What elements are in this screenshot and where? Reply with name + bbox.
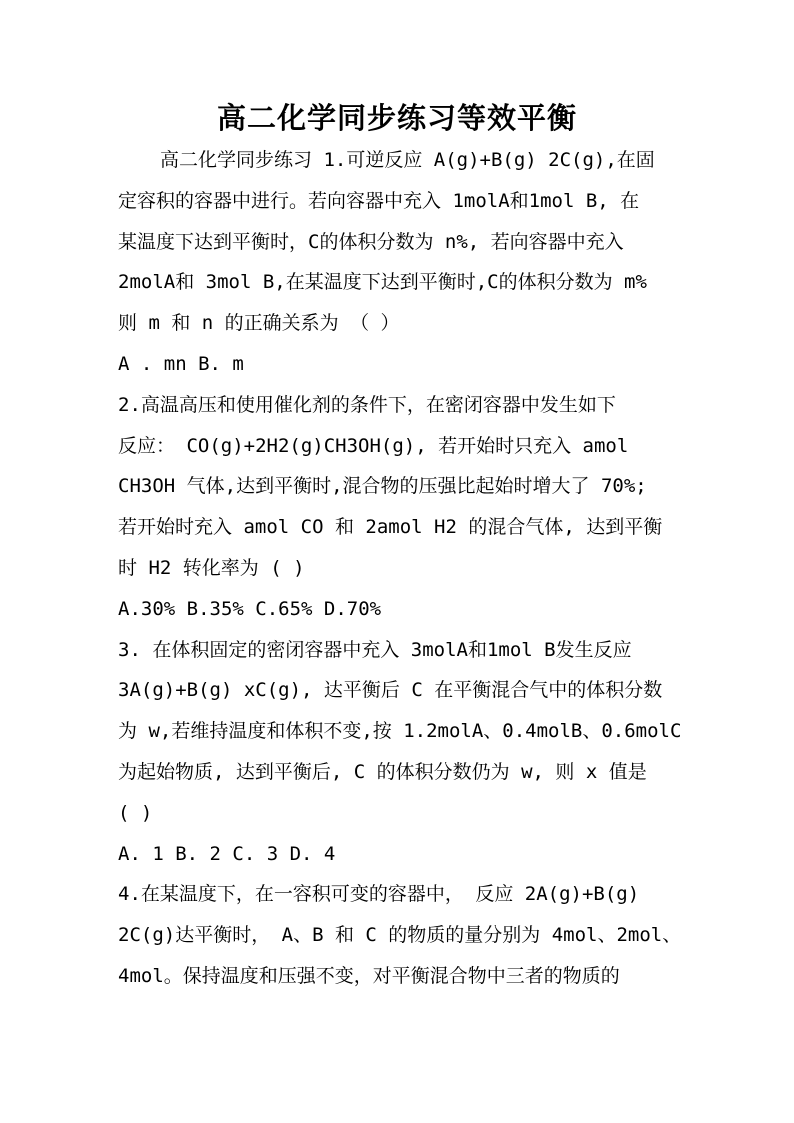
text-line: 反应： CO(g)+2H2(g)CH3OH(g), 若开始时只充入 amol (118, 434, 629, 457)
text-line: 时 H2 转化率为 ( ) (118, 556, 305, 579)
text-line: 高二化学同步练习 1.可逆反应 A(g)+B(g) 2C(g),在固 (160, 149, 655, 171)
text-line: 2molA和 3mol B,在某温度下达到平衡时,C的体积分数为 m% (118, 271, 647, 294)
text-line: CH3OH 气体,达到平衡时,混合物的压强比起始时增大了 70%; (118, 475, 647, 498)
text-line: ( ) (118, 801, 153, 824)
text-line: 则 m 和 n 的正确关系为 （ ） (118, 312, 400, 335)
text-line: 为起始物质, 达到平衡后, C 的体积分数仍为 w, 则 x 值是 (118, 760, 647, 783)
answer-options-line: A.30% B.35% C.65% D.70% (118, 597, 382, 620)
question-2-line: 2.高温高压和使用催化剂的条件下，在密闭容器中发生如下 (118, 393, 616, 416)
question-4-line: 4.在某温度下，在一容积可变的容器中， 反应 2A(g)+B(g) (118, 883, 640, 906)
answer-options-line: A . mn B. m (118, 352, 244, 375)
text-line: 4mol。保持温度和压强不变，对平衡混合物中三者的物质的 (118, 964, 620, 987)
text-line: 3A(g)+B(g) xC(g), 达平衡后 C 在平衡混合气中的体积分数 (118, 679, 663, 702)
text-line: 若开始时充入 amol CO 和 2amol H2 的混合气体, 达到平衡 (118, 516, 663, 539)
document-body (118, 140, 688, 997)
text-line: 某温度下达到平衡时，C的体积分数为 n%, 若向容器中充入 (118, 230, 624, 253)
text-line: 2C(g)达平衡时， A、B 和 C 的物质的量分别为 4mol、2mol、 (118, 924, 682, 947)
text-line: 定容积的容器中进行。若向容器中充入 1molA和1mol B, 在 (118, 189, 640, 212)
question-3-line: 3. 在体积固定的密闭容器中充入 3molA和1mol B发生反应 (118, 638, 632, 661)
document-title: 高二化学同步练习等效平衡 (216, 101, 577, 135)
answer-options-line: A. 1 B. 2 C. 3 D. 4 (118, 842, 336, 865)
text-line: 为 w,若维持温度和体积不变,按 1.2molA、0.4molB、0.6molC (118, 720, 682, 743)
